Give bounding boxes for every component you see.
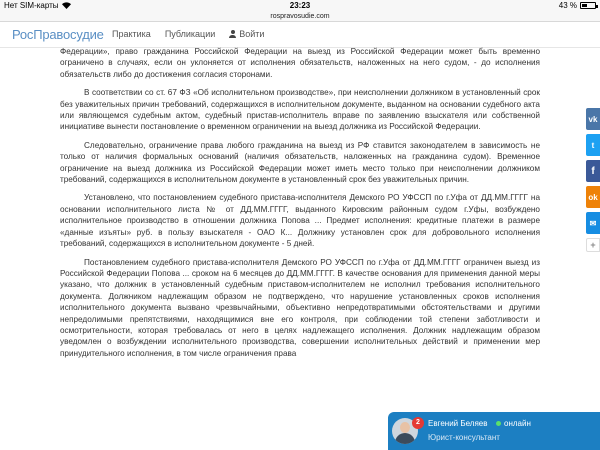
site-logo[interactable]: РосПравосудие: [12, 27, 104, 42]
vk-share-button[interactable]: [586, 108, 600, 130]
consultant-name: Евгений Беляев: [428, 419, 488, 428]
paragraph: В соответствии со ст. 67 ФЗ «Об исполнительном производстве», при неисполнении должником в установленный срок без уважительных причин требований, содержащихся в исполнительном документе, выданном на основании судебного акта или являющемся судебным актом, судебный пристав-исполнитель вправе по заявлению взыскателя или собственной инициативе вынести постановление о временном ограничении на выезд должника из Российской Федерации.: [60, 88, 540, 132]
user-icon: [229, 30, 236, 38]
mail-share-button[interactable]: [586, 212, 600, 234]
nav-practice[interactable]: Практика: [112, 29, 151, 39]
carrier-label: Нет SIM-карты: [4, 1, 59, 10]
address-bar[interactable]: [0, 12, 600, 22]
online-status-label: онлайн: [504, 419, 531, 428]
site-header: [0, 22, 600, 48]
url-text: rospravosudie.com: [270, 13, 330, 20]
facebook-share-button[interactable]: [586, 160, 600, 182]
unread-badge: 2: [412, 417, 424, 429]
clock: 23:23: [289, 1, 311, 10]
chat-widget[interactable]: [388, 412, 600, 450]
article-body: [60, 46, 540, 366]
vk-icon: vk: [588, 114, 598, 124]
mail-icon: ✉: [589, 218, 597, 228]
battery-icon: [580, 2, 596, 9]
share-bar: [586, 108, 600, 252]
paragraph: Установлено, что постановлением судебного пристава-исполнителя Демского РО УФССП по г.Уфа от ДД.ММ.ГГГГ на основании исполнительного листа № от ДД.ММ.ГГГГ, выданного Кировским районным судом г.Уфы, возбуждено исполнительное производство в отношении должника Попова ... Предмет исполнения: кредитные платежи в размере «данные изъяты» руб. в пользу взыскателя - ОАО К... Должнику установлен срок для добровольного исполнения требований, содержащихся в исполнительном документе - 5 дней.: [60, 193, 540, 249]
plus-icon: +: [590, 240, 596, 250]
paragraph: Федерации», право гражданина Российской Федерации на выезд из Российской Федерации может быть временно ограничено в случаях, если он уклоняется от исполнения обязательств, наложенных на него судом, - до исполнения обязательств либо до достижения согласия сторонами.: [60, 47, 540, 79]
twitter-share-button[interactable]: [586, 134, 600, 156]
consultant-role: Юрист-консультант: [428, 433, 500, 442]
online-status: [496, 419, 531, 428]
more-share-button[interactable]: [586, 238, 600, 252]
nav-publications[interactable]: Публикации: [164, 29, 216, 39]
twitter-icon: t: [591, 140, 595, 150]
facebook-icon: f: [591, 165, 595, 177]
online-dot-icon: [496, 421, 501, 426]
odnoklassniki-share-button[interactable]: [586, 186, 600, 208]
odnoklassniki-icon: ok: [588, 192, 598, 202]
nav-login-label: Войти: [239, 29, 265, 39]
nav-login[interactable]: [229, 29, 264, 39]
ios-status-bar: [0, 0, 600, 12]
battery-info: [559, 1, 596, 10]
paragraph: Постановлением судебного пристава-исполнителя Демского РО УФССП по г.Уфа от ДД.ММ.ГГГГ ограничен выезд из Российской Федерации Попова ... сроком на 6 месяцев до ДД.ММ.ГГГГ. В качестве основания для применения данной меры указано, что должник в установленный судебным приставом-исполнителем не исполнил требования исполнительного документа. Должником надлежащим образом не подтверждено, что нарушение установленных сроков исполнения исполнительного документа вызвано чрезвычайными, объективно непредотвратимыми обстоятельствами и другими непредолимыми препятствиями, находящимися вне его контроля, при соблюдении той степени заботливости и осмотрительности, которая требовалась от него в целях надлежащего исполнения. Должник надлежащим образом уведомлен о возбуждении исполнительного производства, совершении исполнительных действий и применении мер принудительного исполнения, в том числе ограничения права: [60, 257, 540, 358]
paragraph: Следовательно, ограничение права любого гражданина на выезд из РФ ставится законодателем в зависимость не только от наличия формальных оснований (наличия обязательств, наложенных на гражданина судом). Временное ограничение на выезд должника из Российской Федерации может иметь место только при неисполнении должником требований, содержащихся в исполнительном документе в установленный срок без уважительных причин.: [60, 140, 540, 185]
battery-percent: 43 %: [558, 1, 577, 10]
main-nav: [112, 29, 264, 39]
